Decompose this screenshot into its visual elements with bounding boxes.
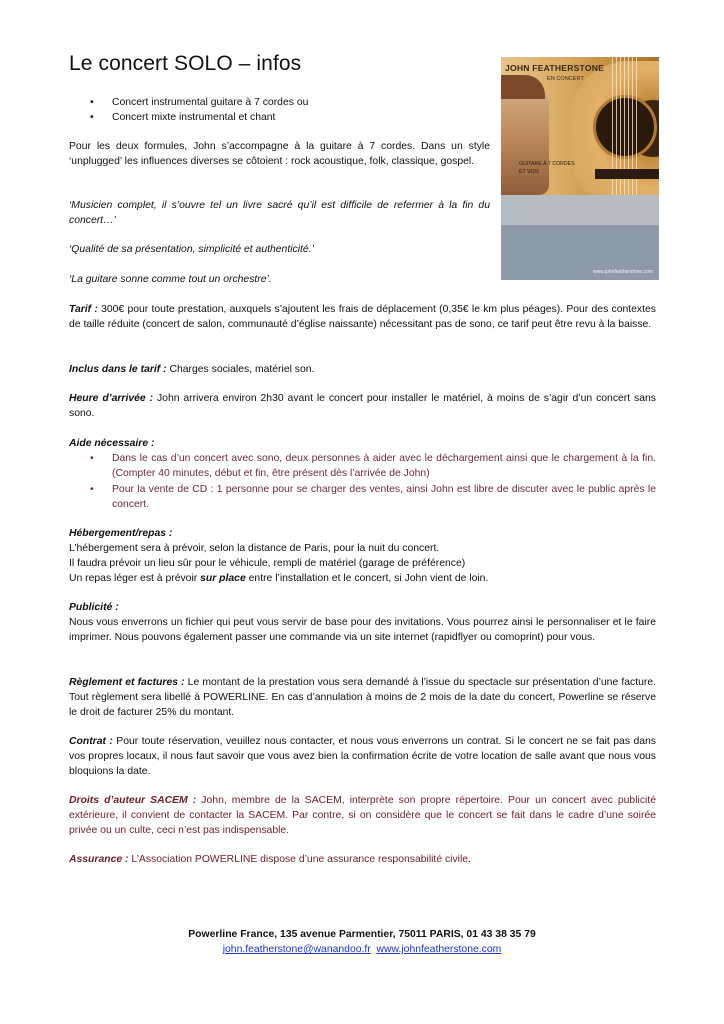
format-item [90,95,309,110]
contrat-text: Pour toute réservation, veuillez nous contacter, et nous vous enverrons un contrat. Si le concert ne se fait pas dans vos propres locaux, il nous faut savoir que vous avez bien la confirmation écrite de votre location de salle avant que nous vous bloquions la date. [69,736,656,777]
footer-address: Powerline France, 135 avenue Parmentier, 75011 PARIS, 01 43 38 35 79 [188,929,536,940]
bullet-icon: • [90,484,94,495]
tarif-label: Tarif : [69,304,98,315]
format-item [90,110,276,125]
format-text: Concert instrumental guitare à 7 cordes ou [112,97,309,108]
inclus-label: Inclus dans le tarif : [69,364,167,375]
publicite-label: Publicité : [69,602,119,613]
cover-line1: GUITARE À 7 CORDES [519,161,575,167]
heure-label: Heure d’arrivée : [69,393,154,404]
website-link[interactable]: www.johnfeatherstone.com [376,944,502,955]
quote-2: ‘Qualité de sa présentation, simplicité et authenticité.’ [69,244,314,255]
album-cover-image [501,57,659,280]
hebergement-section [69,526,656,586]
bullet-icon: • [90,112,94,123]
cover-line2: ET VOIX [519,169,540,175]
hebergement-line: entre l’installation et le concert, si John vient de loin. [245,573,489,584]
assurance-section [69,852,656,867]
quote-1: ‘Musicien complet, il s’ouvre tel un livre sacré qu’il est difficile de refermer à la fin du concert…’ [69,200,490,226]
cover-subtitle: EN CONCERT [547,76,584,82]
reglement-text: Le montant de la prestation vous sera demandé à l’issue du spectacle sur présentation d’une facture. Tout règlement sera libellé à POWERLINE. En cas d’annulation à moins de 2 mois de la date du concert, Powerline se réserve le droit de facturer 25% du montant. [69,677,656,718]
tarif-text: 300€ pour toute prestation, auxquels s’ajoutent les frais de déplacement (0,35€ le km plus péages). Pour des contextes de taille réduite (concert de salon, communauté d’église naissante) nécessitant pas de sono, ce tarif peut être revu à la baisse. [69,304,656,330]
hebergement-line: Un repas léger est à prévoir [69,573,201,584]
heure-section [69,391,656,421]
aide-label: Aide nécessaire : [69,438,155,449]
reglement-section [69,675,656,720]
hebergement-line: L’hébergement sera à prévoir, selon la distance de Paris, pour la nuit du concert. [69,543,440,554]
heure-text: John arrivera environ 2h30 avant le concert pour installer le matériel, à moins de s’agir d’un concert sans sono. [69,393,656,419]
hebergement-label: Hébergement/repas : [69,528,173,539]
aide-section [69,436,656,451]
hebergement-line: Il faudra prévoir un lieu sûr pour le véhicule, rempli de matériel (garage de préférence) [69,558,466,569]
format-text: Concert mixte instrumental et chant [112,112,276,123]
reglement-label: Règlement et factures : [69,677,185,688]
bullet-icon: • [90,97,94,108]
aide-item: • Dans le cas d’un concert avec sono, deux personnes à aider avec le déchargement ainsi que le chargement à la fin. (Compter 40 minutes, début et fin, être présent dès l’arrivée de John) [90,453,656,479]
aide-item: • Pour la vente de CD : 1 personne pour se charger des ventes, ainsi John est libre de discuter avec le public après le concert. [90,484,656,510]
droits-text: John, membre de la SACEM, interprète son propre répertoire. Pour un concert avec publicité extérieure, il convient de contacter la SACEM. Par contre, si on considère que le concert se fait dans le cadre d’une soirée privée ou un culte, ceci n’est pas indispensable. [69,795,657,836]
droits-label: Droits d’auteur SACEM : [69,795,197,806]
cover-url: www.johnfeatherstone.com [592,269,653,275]
contrat-section [69,734,656,779]
quote-3: ‘La guitare sonne comme tout un orchestre’. [69,274,272,285]
contrat-label: Contrat : [69,736,113,747]
inclus-section [69,362,656,377]
assurance-label: Assurance : [69,854,129,865]
inclus-text: Charges sociales, matériel son. [166,364,315,375]
footer [0,927,724,957]
publicite-section [69,600,656,645]
tarif-section [69,302,656,332]
droits-section [69,793,656,838]
intro-paragraph: Pour les deux formules, John s’accompagne à la guitare à 7 cordes. Dans un style ‘unplugged’ les influences diverses se côtoient : rock acoustique, folk, classique, gospel. [69,141,490,167]
cover-artist: JOHN FEATHERSTONE [505,63,605,73]
bullet-icon: • [90,453,94,464]
cover-band [501,195,659,225]
email-link[interactable]: john.featherstone@wanandoo.fr [222,944,371,955]
page-title: Le concert SOLO – infos [69,52,302,75]
publicite-text: Nous vous enverrons un fichier qui peut vous servir de base pour des invitations. Vous pourrez ainsi le personnaliser et le faire imprimer. Nous pouvons également passer une commande via un site internet (rapidflyer ou comoprint) pour vous. [69,617,656,643]
assurance-text: L’Association POWERLINE dispose d’une assurance responsabilité civile. [128,854,471,865]
sur-place-emphasis: sur place [200,573,246,584]
guitar-bridge [595,169,659,179]
